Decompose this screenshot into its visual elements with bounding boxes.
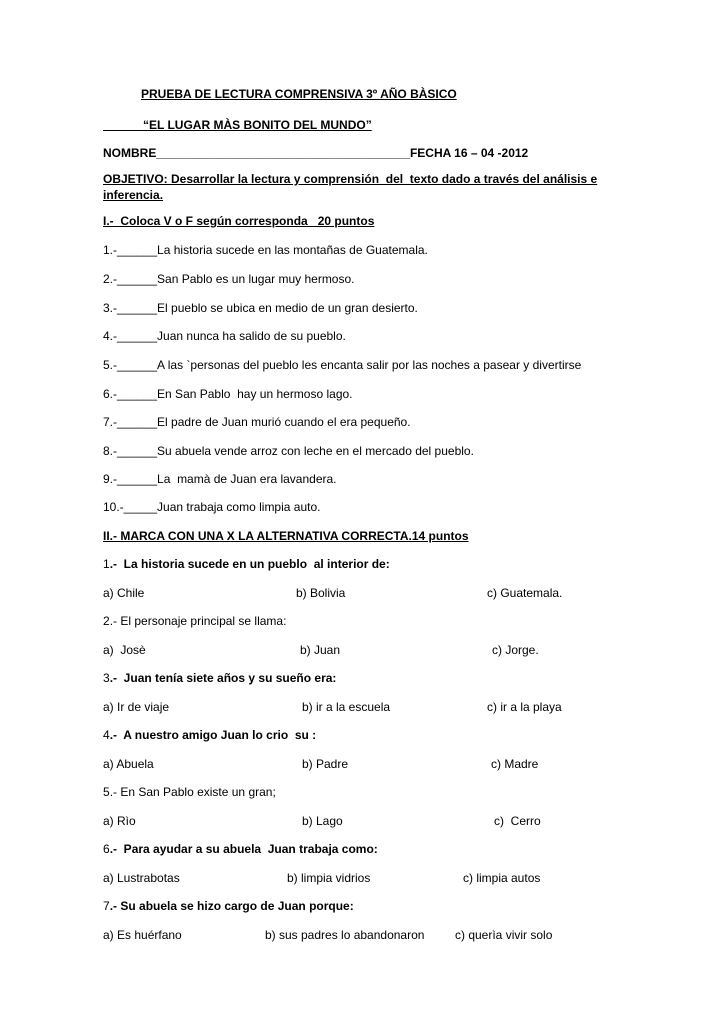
question-1 [103, 557, 390, 572]
option-a[interactable]: a) Es huérfano [103, 928, 182, 942]
question-number: 4 [103, 728, 110, 742]
question-number: 7 [103, 899, 110, 913]
option-a[interactable]: a) Chile [103, 586, 145, 600]
option-b[interactable]: b) Padre [302, 757, 349, 771]
tf-item[interactable]: 7.-______El padre de Juan murió cuando el era pequeño. [103, 415, 411, 429]
question-6 [103, 842, 378, 857]
option-c[interactable]: c) Jorge. [492, 643, 539, 657]
option-c[interactable]: c) Cerro [494, 814, 541, 828]
name-date-field[interactable]: NOMBRE______________________________________FECHA 16 – 04 -2012 [103, 146, 529, 160]
question-number: 1 [103, 557, 110, 571]
option-c[interactable]: c) Madre [491, 757, 539, 771]
option-c[interactable]: c) Guatemala. [487, 586, 563, 600]
question-text: .- Juan tenía siete años y su sueño era: [109, 671, 337, 685]
option-c[interactable]: c) querìa vivir solo [455, 928, 553, 942]
tf-item[interactable]: 4.-______Juan nunca ha salido de su pueblo. [103, 329, 346, 343]
question-3 [103, 671, 336, 686]
tf-item[interactable]: 3.-______El pueblo se ubica en medio de un gran desierto. [103, 301, 418, 315]
section1-heading: I.- Coloca V o F según corresponda 20 puntos [103, 214, 375, 228]
question-5 [103, 785, 276, 800]
story-title [103, 118, 372, 133]
question-2 [103, 614, 286, 629]
option-c[interactable]: c) limpia autos [463, 871, 541, 885]
option-a[interactable]: a) Ir de viaje [103, 700, 170, 714]
option-a[interactable]: a) Lustrabotas [103, 871, 180, 885]
question-number: 6 [103, 842, 110, 856]
option-b[interactable]: b) ir a la escuela [302, 700, 391, 714]
tf-item[interactable]: 10.-_____Juan trabaja como limpia auto. [103, 500, 321, 514]
option-b[interactable]: b) Bolivia [296, 586, 346, 600]
tf-item[interactable]: 6.-______En San Pablo hay un hermoso lago. [103, 387, 353, 401]
story-title-blank [103, 118, 143, 132]
question-4 [103, 728, 316, 743]
story-title-text: “EL LUGAR MÀS BONITO DEL MUNDO” [143, 118, 372, 132]
tf-item[interactable]: 1.-______La historia sucede en las montañas de Guatemala. [103, 243, 428, 257]
question-text: .- Para ayudar a su abuela Juan trabaja como: [109, 842, 378, 856]
option-a[interactable]: a) Rìo [103, 814, 136, 828]
option-b[interactable]: b) sus padres lo abandonaron [265, 928, 425, 942]
section2-heading: II.- MARCA CON UNA X LA ALTERNATIVA CORRECTA.14 puntos [103, 529, 469, 543]
question-text: .- Su abuela se hizo cargo de Juan porque: [109, 899, 354, 913]
objective-line-1: OBJETIVO: Desarrollar la lectura y comprensión del texto dado a través del análisis e [103, 172, 598, 186]
question-text: .- El personaje principal se llama: [109, 614, 287, 628]
tf-item[interactable]: 9.-______La mamà de Juan era lavandera. [103, 472, 337, 486]
option-a[interactable]: a) Abuela [103, 757, 154, 771]
question-number: 2 [103, 614, 110, 628]
question-text: .- En San Pablo existe un gran; [109, 785, 276, 799]
question-text: .- A nuestro amigo Juan lo crio su : [109, 728, 317, 742]
page-title: PRUEBA DE LECTURA COMPRENSIVA 3º AÑO BÀSICO [141, 87, 457, 101]
tf-item[interactable]: 8.-______Su abuela vende arroz con leche en el mercado del pueblo. [103, 444, 474, 458]
question-7 [103, 899, 354, 914]
tf-item[interactable]: 2.-______San Pablo es un lugar muy hermoso. [103, 272, 355, 286]
option-b[interactable]: b) limpia vidrios [287, 871, 371, 885]
option-a[interactable]: a) Josè [103, 643, 146, 657]
objective-line-2: inferencia. [103, 188, 164, 202]
option-b[interactable]: b) Lago [302, 814, 343, 828]
question-number: 5 [103, 785, 110, 799]
option-b[interactable]: b) Juan [300, 643, 341, 657]
option-c[interactable]: c) ir a la playa [487, 700, 562, 714]
tf-item[interactable]: 5.-______A las `personas del pueblo les encanta salir por las noches a pasear y divertirse [103, 358, 582, 372]
question-text: .- La historia sucede en un pueblo al interior de: [109, 557, 390, 571]
question-number: 3 [103, 671, 110, 685]
